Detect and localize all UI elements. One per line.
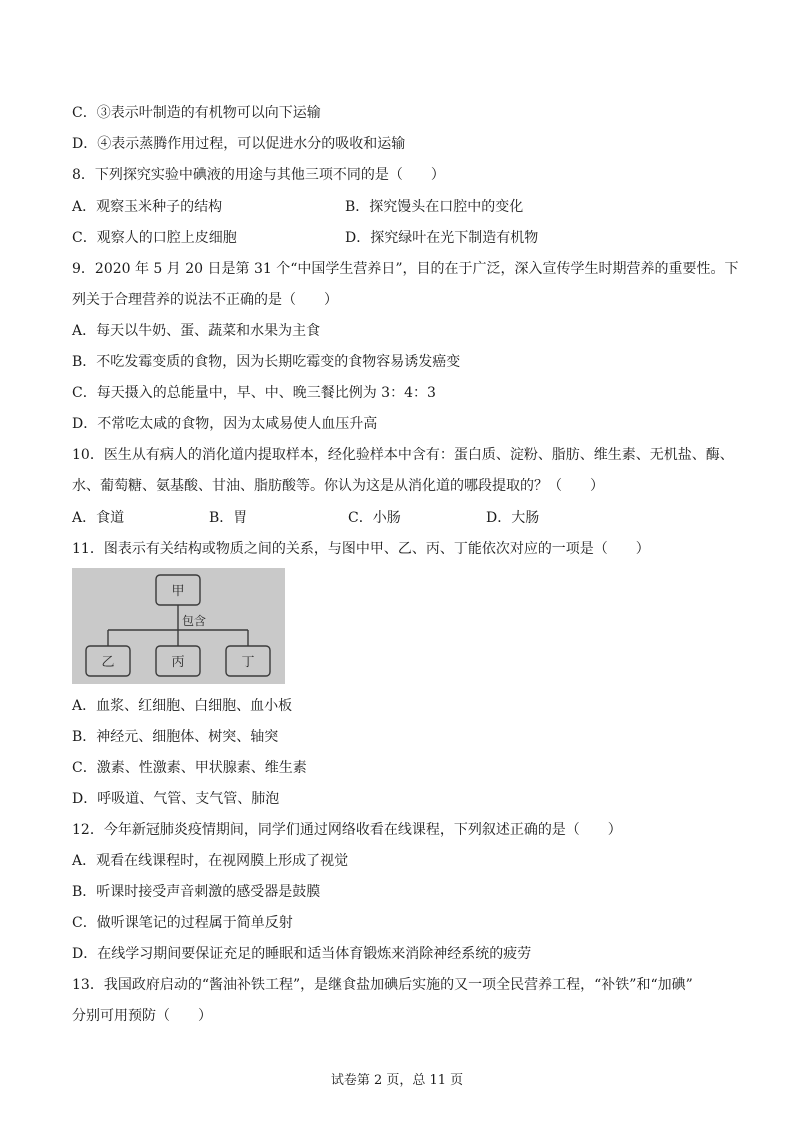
q12-option-c: C．做听课笔记的过程属于简单反射 <box>72 915 293 931</box>
q8-options-row-1 <box>72 197 524 217</box>
q12-option-b: B．听课时接受声音刺激的感受器是鼓膜 <box>72 884 321 900</box>
diagram-relation-label: 包含 <box>181 614 207 628</box>
question-10-line-1: 10．医生从有病人的消化道内提取样本，经化验样本中含有：蛋白质、淀粉、脂肪、维生素、无机盐、酶、 <box>72 447 734 463</box>
option-c-q7: C．③表示叶制造的有机物可以向下运输 <box>72 105 321 121</box>
q12-option-a: A．观看在线课程时，在视网膜上形成了视觉 <box>72 853 349 869</box>
q10-option-b: B．胃 <box>209 510 248 526</box>
question-8: 8．下列探究实验中碘液的用途与其他三项不同的是（ ） <box>72 167 445 183</box>
q9-option-a: A．每天以牛奶、蛋、蔬菜和水果为主食 <box>72 323 321 339</box>
option-d-q7: D．④表示蒸腾作用过程，可以促进水分的吸收和运输 <box>72 136 406 152</box>
diagram-label-right: 丁 <box>241 655 255 670</box>
q8-option-b: B．探究馒头在口腔中的变化 <box>345 199 524 215</box>
q8-option-d: D．探究绿叶在光下制造有机物 <box>345 230 539 246</box>
page-footer: 试卷第 2 页，总 11 页 <box>330 1073 464 1088</box>
q11-option-c: C．激素、性激素、甲状腺素、维生素 <box>72 760 307 776</box>
q11-option-d: D．呼吸道、气管、支气管、肺泡 <box>72 791 280 807</box>
q11-option-b: B．神经元、细胞体、树突、轴突 <box>72 729 279 745</box>
diagram-label-left: 乙 <box>101 655 115 670</box>
q10-option-a: A．食道 <box>72 510 125 526</box>
q8-option-a: A．观察玉米种子的结构 <box>72 199 223 215</box>
q10-option-c: C．小肠 <box>348 510 401 526</box>
question-9-line-1: 9．2020 年 5 月 20 日是第 31 个“中国学生营养日”，目的在于广泛，深入宣传学生时期营养的重要性。下 <box>72 261 739 277</box>
q12-option-d: D．在线学习期间要保证充足的睡眠和适当体育锻炼来消除神经系统的疲劳 <box>72 946 532 962</box>
diagram-label-top: 甲 <box>171 584 185 599</box>
q9-option-b: B．不吃发霉变质的食物，因为长期吃霉变的食物容易诱发癌变 <box>72 354 461 370</box>
q8-option-c: C．观察人的口腔上皮细胞 <box>72 230 237 246</box>
q8-options-row-2 <box>72 228 539 248</box>
question-13-line-1: 13．我国政府启动的“酱油补铁工程”，是继食盐加碘后实施的又一项全民营养工程，“补铁”和“加碘” <box>72 977 693 993</box>
q11-option-a: A．血浆、红细胞、白细胞、血小板 <box>72 698 293 714</box>
question-12: 12．今年新冠肺炎疫情期间，同学们通过网络收看在线课程，下列叙述正确的是（ ） <box>72 822 622 838</box>
diagram-label-middle: 丙 <box>171 655 185 670</box>
question-13-line-2: 分别可用预防（ ） <box>72 1008 212 1024</box>
q9-option-c: C．每天摄入的总能量中，早、中、晚三餐比例为 3：4：3 <box>72 385 436 401</box>
relationship-diagram <box>72 568 285 684</box>
q9-option-d: D．不常吃太咸的食物，因为太咸易使人血压升高 <box>72 416 378 432</box>
question-9-line-2: 列关于合理营养的说法不正确的是（ ） <box>72 292 338 308</box>
q10-option-d: D．大肠 <box>486 510 540 526</box>
question-11: 11．图表示有关结构或物质之间的关系，与图中甲、乙、丙、丁能依次对应的一项是（ ） <box>72 541 650 557</box>
question-10-line-2: 水、葡萄糖、氨基酸、甘油、脂肪酸等。你认为这是从消化道的哪段提取的？（ ） <box>72 478 604 494</box>
